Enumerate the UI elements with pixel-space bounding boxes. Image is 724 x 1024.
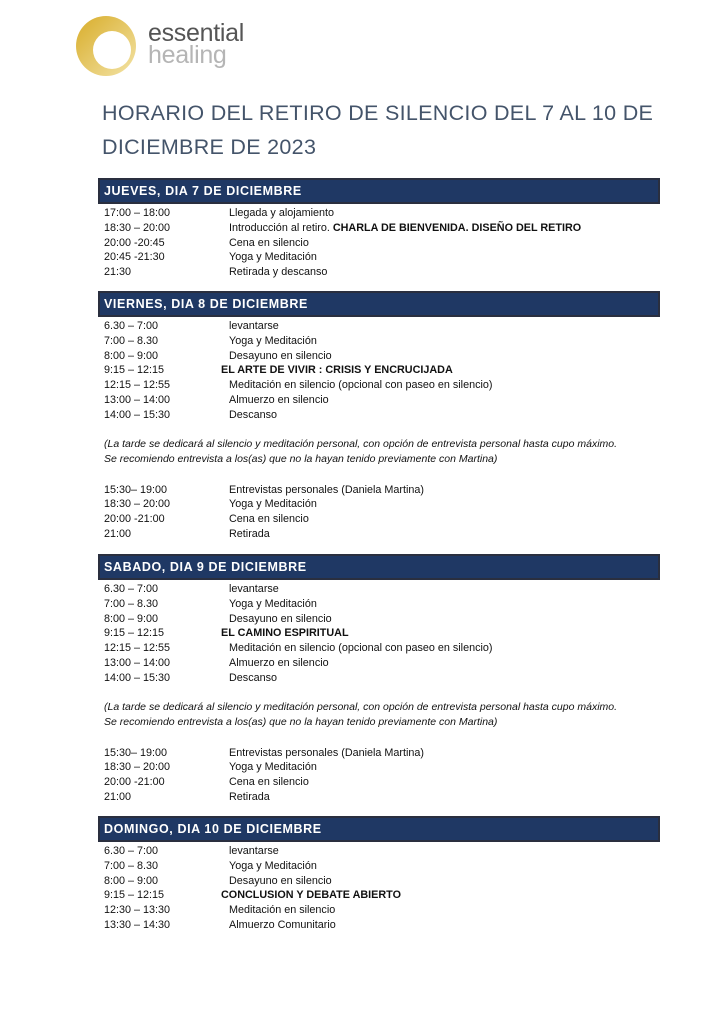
schedule-row — [98, 641, 660, 656]
afternoon-note — [98, 700, 660, 730]
brand-name — [148, 19, 244, 69]
activity: Llegada y alojamiento — [229, 207, 335, 219]
schedule-row — [98, 903, 660, 918]
time: 21:00 — [104, 790, 132, 803]
activity: Yoga y Meditación — [229, 859, 317, 872]
time: 18:30 – 20:00 — [104, 498, 171, 511]
day-section-domingo — [98, 816, 660, 933]
schedule-row — [98, 775, 660, 790]
schedule-row-highlight — [98, 888, 660, 903]
time: 8:00 – 9:00 — [104, 874, 159, 887]
brand-line-1: essential — [148, 19, 244, 47]
schedule-row — [98, 760, 660, 775]
note-line: Se recomiendo entrevista a los(as) que no la hayan tenido previamente con Martina) — [104, 715, 498, 728]
schedule-row — [98, 497, 660, 512]
schedule-row-highlight — [98, 626, 660, 641]
schedule-list-evening — [98, 744, 660, 805]
activity: Yoga y Meditación — [229, 761, 317, 774]
schedule-row — [98, 393, 660, 408]
activity: Retirada y descanso — [229, 266, 328, 279]
activity: Almuerzo Comunitario — [229, 918, 336, 931]
schedule-list — [98, 317, 660, 423]
time: 15:30– 19:00 — [104, 483, 168, 496]
activity: levantarse — [229, 845, 279, 857]
activity: CONCLUSION Y DEBATE ABIERTO — [221, 889, 401, 902]
schedule-row — [98, 671, 660, 686]
schedule-row — [98, 483, 660, 498]
time: 21:00 — [104, 527, 132, 540]
schedule-row — [98, 206, 660, 221]
activity: Desayuno en silencio — [229, 874, 332, 887]
schedule-row — [98, 874, 660, 889]
schedule-row — [98, 334, 660, 349]
time: 12:30 – 13:30 — [104, 904, 171, 917]
time: 9:15 – 12:15 — [104, 627, 165, 640]
schedule-row — [98, 408, 660, 423]
time: 15:30– 19:00 — [104, 746, 168, 759]
schedule-row — [98, 597, 660, 612]
time: 20:00 -21:00 — [104, 513, 165, 526]
afternoon-note — [98, 437, 660, 467]
time: 13:00 – 14:00 — [104, 656, 171, 669]
schedule-row — [98, 265, 660, 280]
day-section-sabado — [98, 554, 660, 805]
activity-bold-text: CHARLA DE BIENVENIDA. DISEÑO DEL RETIRO — [332, 221, 582, 234]
activity: EL ARTE DE VIVIR : CRISIS Y ENCRUCIJADA — [221, 364, 453, 377]
activity: Cena en silencio — [229, 776, 309, 789]
page-title: HORARIO DEL RETIRO DE SILENCIO DEL 7 AL 10 DE DICIEMBRE DE 2023 — [102, 101, 654, 159]
schedule-row — [98, 612, 660, 627]
time: 7:00 – 8.30 — [104, 597, 159, 610]
schedule-row — [98, 859, 660, 874]
activity: Meditación en silencio (opcional con paseo en silencio) — [229, 642, 493, 655]
activity: Almuerzo en silencio — [229, 393, 329, 406]
time: 9:15 – 12:15 — [104, 889, 165, 902]
time: 20:45 -21:30 — [104, 251, 165, 264]
activity: Yoga y Meditación — [229, 251, 317, 264]
activity: Descanso — [229, 408, 278, 421]
schedule-row — [98, 656, 660, 671]
activity: Cena en silencio — [229, 513, 309, 526]
schedule-row — [98, 319, 660, 334]
schedule-row — [98, 582, 660, 597]
logo — [74, 12, 264, 82]
time: 18:30 – 20:00 — [104, 761, 171, 774]
day-section-viernes — [98, 291, 660, 542]
schedule-row — [98, 527, 660, 542]
schedule-row — [98, 918, 660, 933]
schedule-list — [98, 580, 660, 686]
schedule-row — [98, 221, 660, 236]
activity: levantarse — [229, 583, 279, 595]
schedule-list — [98, 204, 660, 280]
time: 12:15 – 12:55 — [104, 379, 171, 392]
time: 7:00 – 8.30 — [104, 334, 159, 347]
activity: Retirada — [229, 790, 270, 803]
schedule-row-highlight — [98, 363, 660, 378]
schedule-row — [98, 746, 660, 761]
day-header: SABADO, DIA 9 DE DICIEMBRE — [98, 554, 660, 580]
time: 6.30 – 7:00 — [104, 320, 159, 332]
schedule-row — [98, 349, 660, 364]
time: 8:00 – 9:00 — [104, 349, 159, 362]
brand-line-2: healing — [148, 41, 227, 69]
time: 17:00 – 18:00 — [104, 207, 171, 219]
activity: Yoga y Meditación — [229, 498, 317, 511]
note-line: Se recomiendo entrevista a los(as) que no la hayan tenido previamente con Martina) — [104, 452, 498, 465]
sun-ring-icon — [74, 12, 140, 78]
schedule-row — [98, 512, 660, 527]
day-section-jueves — [98, 178, 660, 280]
time: 7:00 – 8.30 — [104, 859, 159, 872]
time: 13:30 – 14:30 — [104, 918, 171, 931]
schedule-row — [98, 236, 660, 251]
activity: Almuerzo en silencio — [229, 656, 329, 669]
schedule-list-evening — [98, 481, 660, 542]
day-header: DOMINGO, DIA 10 DE DICIEMBRE — [98, 816, 660, 842]
note-line: (La tarde se dedicará al silencio y meditación personal, con opción de entrevista personal hasta cupo máximo. — [104, 700, 618, 713]
activity: Desayuno en silencio — [229, 349, 332, 362]
time: 9:15 – 12:15 — [104, 364, 165, 377]
time: 18:30 – 20:00 — [104, 221, 171, 234]
activity: Entrevistas personales (Daniela Martina) — [229, 746, 425, 759]
activity: Meditación en silencio — [229, 904, 336, 917]
time: 14:00 – 15:30 — [104, 408, 171, 421]
schedule-row — [98, 250, 660, 265]
activity: Yoga y Meditación — [229, 334, 317, 347]
activity: Cena en silencio — [229, 236, 309, 249]
time: 13:00 – 14:00 — [104, 393, 171, 406]
activity: Entrevistas personales (Daniela Martina) — [229, 483, 425, 496]
activity: EL CAMINO ESPIRITUAL — [221, 627, 349, 640]
schedule-row — [98, 378, 660, 393]
activity: Descanso — [229, 671, 278, 684]
activity: Meditación en silencio (opcional con paseo en silencio) — [229, 379, 493, 392]
time: 6.30 – 7:00 — [104, 583, 159, 595]
time: 20:00 -20:45 — [104, 236, 165, 249]
activity: levantarse — [229, 320, 279, 332]
time: 21:30 — [104, 266, 132, 279]
activity: Yoga y Meditación — [229, 597, 317, 610]
time: 12:15 – 12:55 — [104, 642, 171, 655]
activity — [229, 221, 660, 236]
activity-text: Introducción al retiro. — [229, 221, 330, 234]
note-line: (La tarde se dedicará al silencio y meditación personal, con opción de entrevista personal hasta cupo máximo. — [104, 437, 618, 450]
day-header: JUEVES, DIA 7 DE DICIEMBRE — [98, 178, 660, 204]
schedule-row — [98, 844, 660, 859]
activity: Retirada — [229, 527, 270, 540]
activity: Desayuno en silencio — [229, 612, 332, 625]
time: 20:00 -21:00 — [104, 776, 165, 789]
time: 8:00 – 9:00 — [104, 612, 159, 625]
time: 6.30 – 7:00 — [104, 845, 159, 857]
day-header: VIERNES, DIA 8 DE DICIEMBRE — [98, 291, 660, 317]
schedule-row — [98, 790, 660, 805]
schedule-list — [98, 842, 660, 933]
time: 14:00 – 15:30 — [104, 671, 171, 684]
